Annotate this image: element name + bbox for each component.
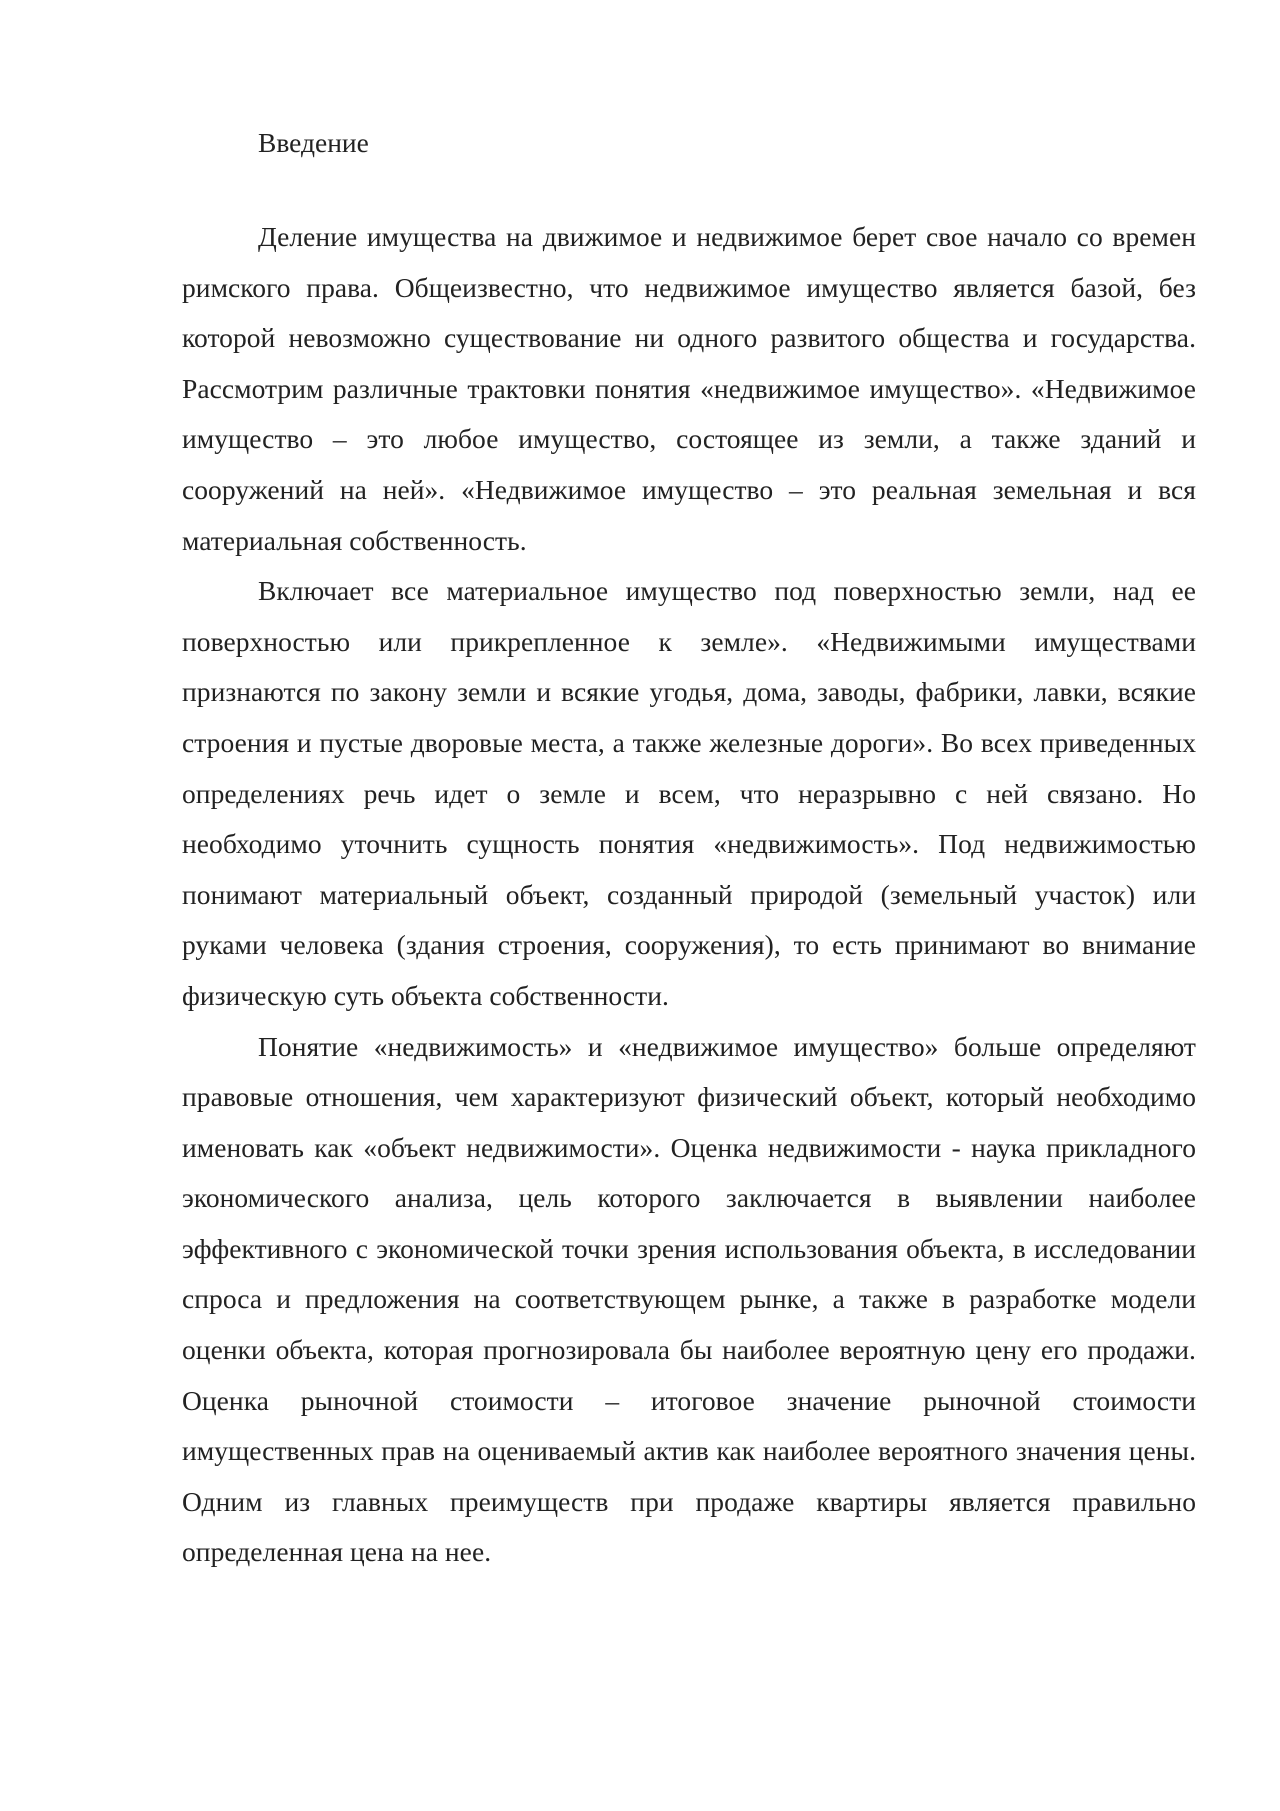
paragraph-3: Понятие «недвижимость» и «недвижимое имущество» больше определяют правовые отношения, чем характеризуют физический объект, который необходимо именовать как «объект недвижимости». Оценка недвижимости - наука прикладного экономического анализа, цель которого заключается в выявлении наиболее эффективного с экономической точки зрения использования объекта, в исследовании спроса и предложения на соответствующем рынке, а также в разработке модели оценки объекта, которая прогнозировала бы наиболее вероятную цену его продажи. Оценка рыночной стоимости – итоговое значение рыночной стоимости имущественных прав на оцениваемый актив как наиболее вероятного значения цены. Одним из главных преимуществ при продаже квартиры является правильно определенная цена на нее.	[182, 1030, 1196, 1568]
document-body	[182, 118, 1196, 1578]
section-heading: Введение	[258, 127, 369, 158]
paragraph-2: Включает все материальное имущество под поверхностью земли, над ее поверхностью или прикрепленное к земле». «Недвижимыми имуществами признаются по закону земли и всякие угодья, дома, заводы, фабрики, лавки, всякие строения и пустые дворовые места, а также железные дороги». Во всех приведенных определениях речь идет о земле и всем, что неразрывно с ней связано. Но необходимо уточнить сущность понятия «недвижимость». Под недвижимостью понимают материальный объект, созданный природой (земельный участок) или руками человека (здания строения, сооружения), то есть принимают во внимание физическую суть объекта собственности.	[182, 575, 1196, 1011]
heading-spacer	[182, 168, 1196, 212]
paragraph-1: Деление имущества на движимое и недвижимое берет свое начало со времен римского права. Общеизвестно, что недвижимое имущество является базой, без которой невозможно существование ни одного развитого общества и государства. Рассмотрим различные трактовки понятия «недвижимое имущество». «Недвижимое имущество – это любое имущество, состоящее из земли, а также зданий и сооружений на ней». «Недвижимое имущество – это реальная земельная и вся материальная собственность.	[182, 221, 1196, 556]
